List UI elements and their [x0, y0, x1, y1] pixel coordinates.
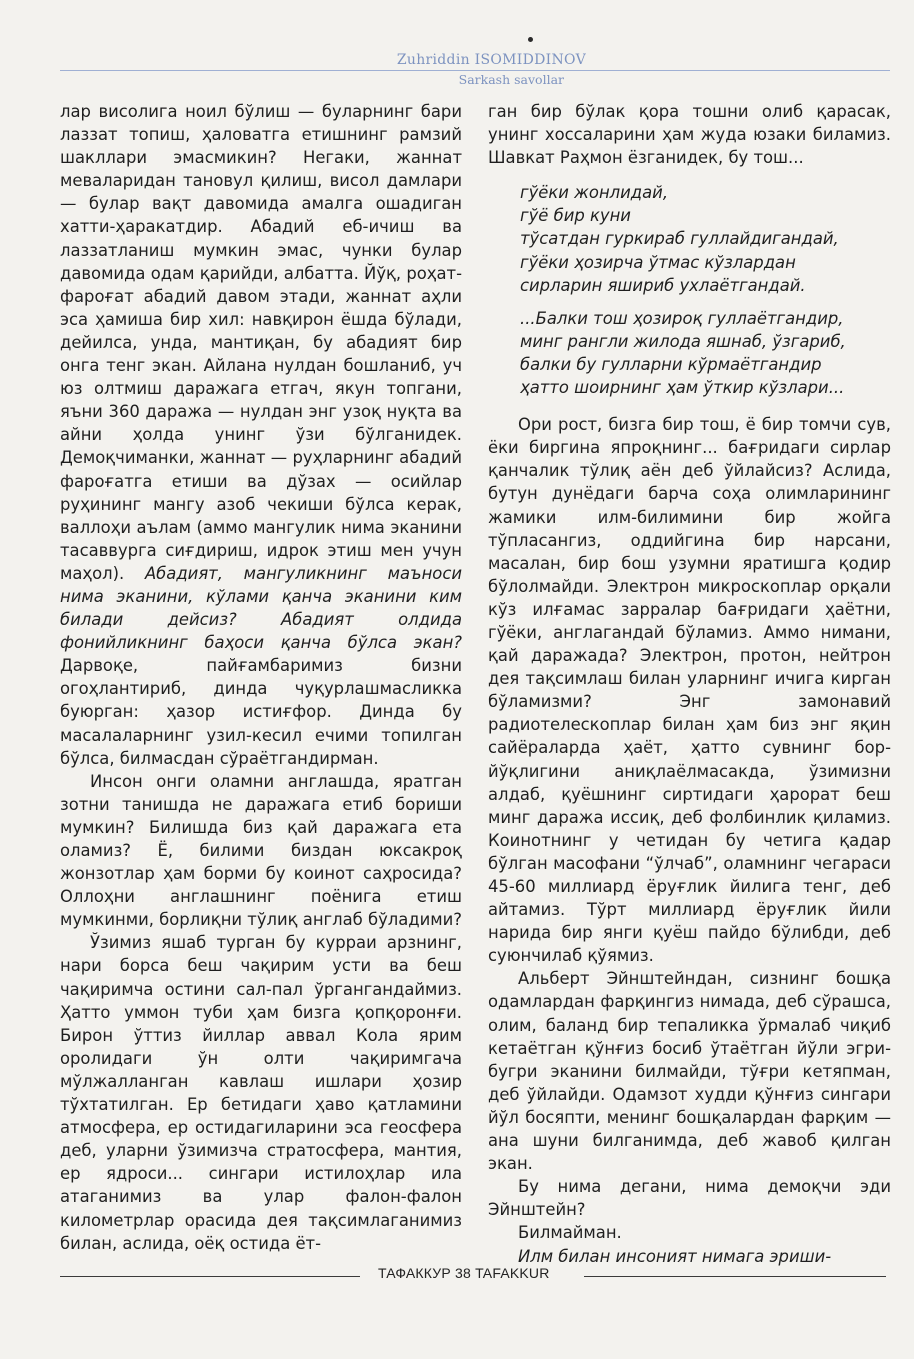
- poem-line: гўёки жонлидай,: [520, 183, 669, 203]
- running-header: [60, 50, 890, 90]
- paragraph: Ори рост, бизга бир тош, ё бир томчи сув, ёки биргина япроқнинг... бағридаги сирлар қанчалик тўлиқ аён деб ўйлайсиз? Аслида, бутун дунёдаги барча соҳа олимларининг жамики илм-билимини бир жойга тўпласангиз, оддийгина бир нарсани, масалан, бир бош узумни яратишга қодир бўлолмайди. Электрон микроскоплар орқали кўз илғамас зарралар бағридаги ҳаётни, гўёки, англагандай бўламиз. Аммо нимани, қай даражада? Электрон, протон, нейтрон дея тақсимлаш билан уларнинг ичига кирган бўламизми? Энг замонавий радиотелескоплар билан ҳам биз энг яқин сайёраларда ҳаёт, ҳатто сувнинг бор-йўқлигини аниқлаёлмасакда, ўзимизни алдаб, қуёшнинг сиртидаги ҳарорат беш минг даража иссиқ, деб фолбинлик қиламиз. Коинотнинг у четидан бу четига қадар бўлган масофани “ўлчаб”, оламнинг чегараси 45-60 миллиард ёруғлик йилига тенг, деб айтамиз. Тўрт миллиард ёруғлик йили нарида бир янги қуёш пайдо бўлибди, деб суюнчилаб қўямиз.: [488, 415, 891, 966]
- paragraph: Илм билан инсоният нимага эриши-: [518, 1246, 832, 1266]
- poem-line: ҳатто шоирнинг ҳам ўткир кўзлари...: [520, 378, 845, 398]
- poem-line: балки бу гулларни кўрмаётгандир: [520, 354, 822, 374]
- left-column: [60, 100, 462, 1255]
- header-subtitle: Sarkash savollar: [458, 72, 564, 87]
- paragraph: лар висолига ноил бўлиш — буларнинг бари лаззат топиш, ҳаловатга етишнинг рамзий шакллари эмасмикин? Негаки, жаннат меваларидан тановул қилиш, висол дамлари — булар вақт давомида амалга ошадиган хатти-ҳаракатдир. Абадий еб-ичиш ва лаззатланиш мумкин эмас, чунки булар давомида одам қарийди, албатта. Йўқ, роҳат-фароғат абадий давом этади, жаннат аҳли эса ҳамиша бир хил: навқирон ёшда бўлади, дейилса, унда, мантиқан, бу абадият бир онга тенг экан. Айлана нулдан бошланиб, уч юз олтмиш даражага етгач, якун топгани, яъни 360 даража — нулдан энг узоқ нуқта ва айни ҳолда унинг ўзи бўлганидек. Демоқчиманки, жаннат — руҳларнинг абадий фароғатга етиши ва дўзах — осийлар руҳининг мангу азоб чекиши бўлса керак, валлоҳи аълам (аммо мангулик нима эканини тасаввурга сиғдириш, идрок этиш мен учун маҳол). Абадият, мангуликнинг маъноси нима эканини, кўлами қанча эканини ким билади дейсиз? Абадият олдида фонийликнинг баҳоси қанча бўлса экан? Дарвоқе, пайғамбаримиз бизни огоҳлантириб, динда чуқурлашмасликка буюрган: ҳазор истиғфор. Динда бу масалаларнинг узил-кесил ечими топилган бўлса, билмасдан сўраётгандирман.: [60, 102, 462, 768]
- poem-stanza: [520, 181, 891, 296]
- poem-line: ...Балки тош ҳозироқ гуллаётгандир,: [520, 308, 844, 328]
- paragraph: Ўзимиз яшаб турган бу курраи арзнинг, нари борса беш чақирим усти ва беш чақиримча остини сал-пал ўргангандаймиз. Ҳатто уммон туби ҳам бизга қопқоронғи. Бирон ўттиз йиллар аввал Кола ярим оролидаги ўн олти чақиримгача мўлжалланган кавлаш ишлари ҳозир тўхтатилган. Ер бетидаги ҳаво қатламини атмосфера, ер остидагиларини эса геосфера деб, уларни ўзимизча стратосфера, мантия, ер ядроси... сингари истилоҳлар ила атаганимиз ва улар фалон-фалон километрлар орасида дея тақсимлаганимиз билан, аслида, оёқ остида ёт-: [60, 933, 462, 1253]
- ink-dot: [528, 37, 533, 42]
- paragraph: Инсон онги оламни англашда, яратган зотни танишда не даражага етиб бориши мумкин? Билишда биз қай даражага ета оламиз? Ё, билими биздан юксакроқ жонзотлар ҳам борми бу коинот саҳросида? Оллоҳни англашнинг поёнига етиш мумкинми, борлиқни тўлиқ англаб бўладими?: [60, 771, 463, 930]
- paragraph: Альберт Эйнштейндан, сизнинг бошқа одамлардан фарқингиз нимада, деб сўрашса, олим, баланд бир тепаликка ўрмалаб чиқиб кетаётган қўнғиз босиб ўтаётган йўли эгри-бугри эканини билмайди, тўғри кетяпман, деб ўйлайди. Одамзот худди қўнғиз сингари йўл босяпти, менинг бошқалардан фарқим — ана шуни билганимда, деб жавоб қилган экан.: [488, 969, 891, 1174]
- header-rule: [60, 70, 890, 71]
- paragraph: Бу нима дегани, нима демоқчи эди Эйнштейн?: [488, 1177, 891, 1220]
- footer-folio: ТАФАККУР 38 TAFAKKUR: [378, 1265, 550, 1281]
- page-footer: [60, 1265, 890, 1289]
- poem-line: гўё бир куни: [520, 206, 631, 226]
- poem-line: гўёки ҳозирча ўтмас кўзлардан: [520, 252, 796, 272]
- poem-line: минг рангли жилода яшнаб, ўзгариб,: [520, 331, 846, 351]
- paragraph: Билмайман.: [518, 1223, 622, 1243]
- footer-rule: [60, 1276, 360, 1277]
- header-author: Zuhriddin ISOMIDDINOV: [396, 52, 586, 68]
- poem-line: тўсатдан гуркираб гуллайдигандай,: [520, 229, 839, 249]
- poem-stanza: [520, 307, 891, 399]
- right-column: [488, 100, 891, 1268]
- footer-rule: [584, 1276, 886, 1277]
- italic-passage: Абадият, мангуликнинг маъноси нима эканини, кўлами қанча эканини ким билади дейсиз? Абадият олдида фонийликнинг баҳоси қанча бўлса экан?: [60, 563, 462, 653]
- poem-line: сирларин яшириб ухлаётгандай.: [520, 275, 806, 295]
- paragraph: ган бир бўлак қора тошни олиб қарасак, унинг хоссаларини ҳам жуда юзаки биламиз. Шавкат Раҳмон ёзганидек, бу тош...: [488, 102, 891, 168]
